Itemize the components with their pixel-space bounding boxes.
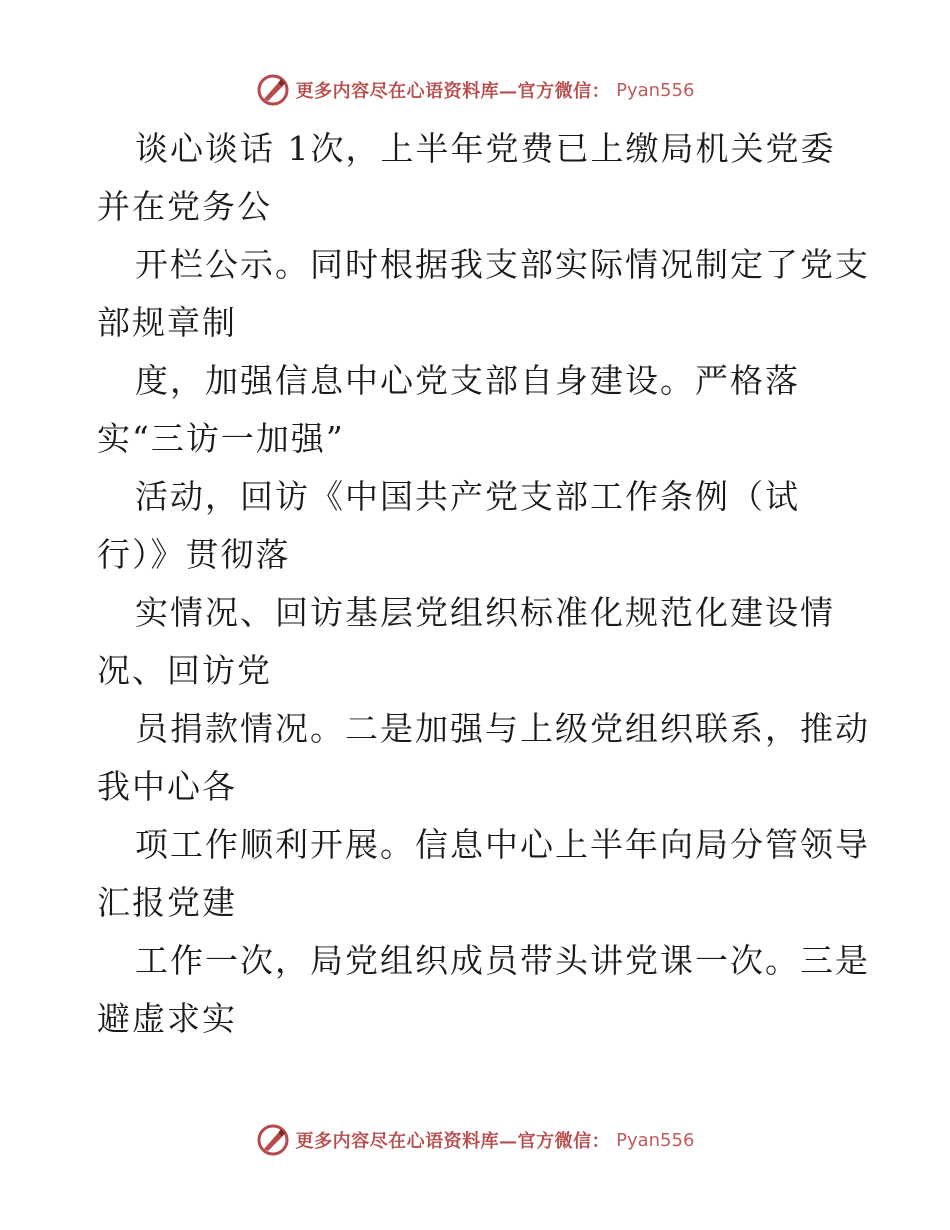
pen-circle-logo-icon [256, 73, 290, 107]
footer-banner [0, 1120, 950, 1160]
footer-banner-text: 更多内容尽在心语资料库—官方微信： [295, 1131, 611, 1152]
body-line: 度，加强信息中心党支部自身建设。严格落 [135, 361, 800, 400]
document-body [97, 120, 870, 1048]
header-banner [0, 70, 950, 110]
body-line: 行）》贯彻落 [97, 535, 291, 574]
body-line: 部规章制 [97, 303, 237, 342]
body-line: 活动，回访《中国共产党支部工作条例（试 [135, 477, 800, 516]
body-line: 工作一次，局党组织成员带头讲党课一次。三是 [135, 941, 870, 980]
footer-contact: Pyan556 [616, 1129, 695, 1151]
header-contact: Pyan556 [616, 79, 695, 101]
body-line: 况、回访党 [97, 651, 272, 690]
pen-circle-logo-icon [256, 1123, 290, 1157]
body-line: 我中心各 [97, 767, 237, 806]
body-line: 开栏公示。同时根据我支部实际情况制定了党支 [135, 245, 870, 284]
body-line: 项工作顺利开展。信息中心上半年向局分管领导 [135, 825, 870, 864]
body-line: 实情况、回访基层党组织标准化规范化建设情 [135, 593, 835, 632]
header-banner-text: 更多内容尽在心语资料库—官方微信： [295, 81, 611, 102]
body-line: 员捐款情况。二是加强与上级党组织联系，推动 [135, 709, 870, 748]
body-line: 避虚求实 [97, 999, 237, 1038]
body-line: 实“三访一加强” [97, 419, 345, 458]
body-line: 汇报党建 [97, 883, 237, 922]
body-line: 谈心谈话 1次，上半年党费已上缴局机关党委 [135, 129, 836, 168]
body-line: 并在党务公 [97, 187, 272, 226]
